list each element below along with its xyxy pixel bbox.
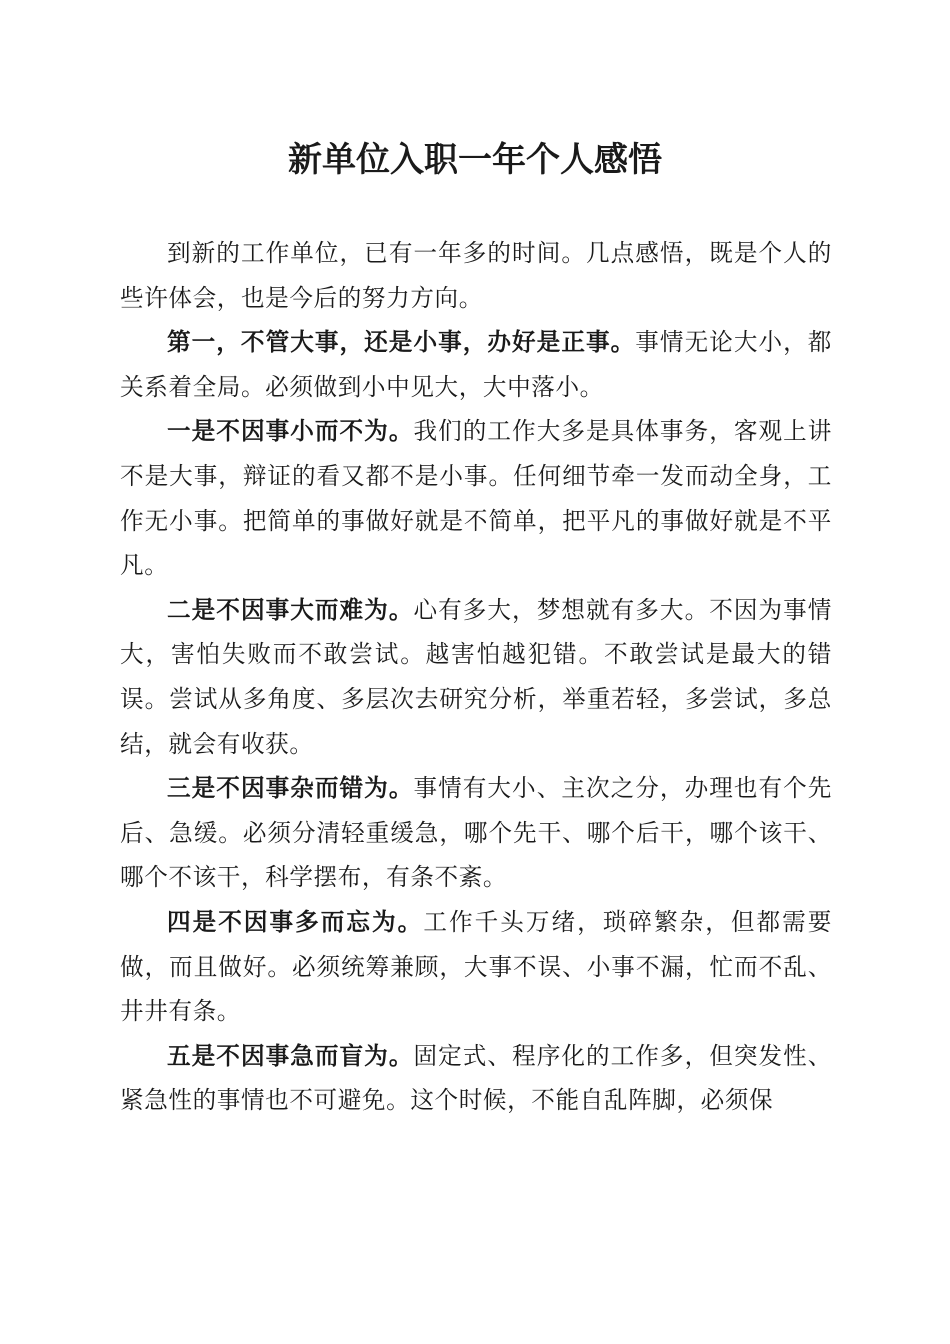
page-title: 新单位入职一年个人感悟 [288,140,662,180]
paragraph-item-4 [120,900,832,1034]
paragraph-item-5 [120,1034,832,1123]
paragraph-text: 事情有大小、主次之分，办理也有个先后、急缓。必须分清轻重缓急，哪个先干、哪个后干，哪个该干、哪个不该干，科学摆布，有条不紊。 [120,774,833,892]
paragraph-lead: 二是不因事大而难为。 [167,595,414,624]
paragraph-text: 工作千头万绪，琐碎繁杂，但都需要做，而且做好。必须统筹兼顾，大事不误、小事不漏，忙而不乱、井井有条。 [120,907,832,1026]
paragraph-text: 到新的工作单位，已有一年多的时间。几点感悟，既是个人的些许体会，也是今后的努力方向。 [120,239,832,312]
paragraph-text: 事情无论大小，都关系着全局。必须做到小中见大，大中落小。 [120,328,832,401]
paragraph-point-1 [120,320,832,409]
paragraph-text: 固定式、程序化的工作多，但突发性、紧急性的事情也不可避免。这个时候，不能自乱阵脚，必须保 [120,1041,833,1115]
paragraph-lead: 第一，不管大事，还是小事，办好是正事。 [167,328,636,357]
paragraph-lead: 三是不因事杂而错为。 [167,774,414,803]
paragraph-intro [120,231,832,320]
paragraph-item-1 [120,409,832,587]
paragraph-lead: 一是不因事小而不为。 [167,417,414,446]
paragraph-lead: 五是不因事急而盲为。 [167,1041,414,1070]
paragraph-lead: 四是不因事多而忘为。 [167,907,424,936]
document-body [120,231,832,1123]
paragraph-item-3 [120,766,832,900]
paragraph-text: 我们的工作大多是具体事务，客观上讲不是大事，辩证的看又都不是小事。任何细节牵一发而动全身，工作无小事。把简单的事做好就是不简单，把平凡的事做好就是不平凡。 [120,417,833,580]
paragraph-item-2 [120,588,832,766]
paragraph-text: 心有多大，梦想就有多大。不因为事情大，害怕失败而不敢尝试。越害怕越犯错。不敢尝试是最大的错误。尝试从多角度、多层次去研究分析，举重若轻，多尝试，多总结，就会有收获。 [120,595,833,758]
